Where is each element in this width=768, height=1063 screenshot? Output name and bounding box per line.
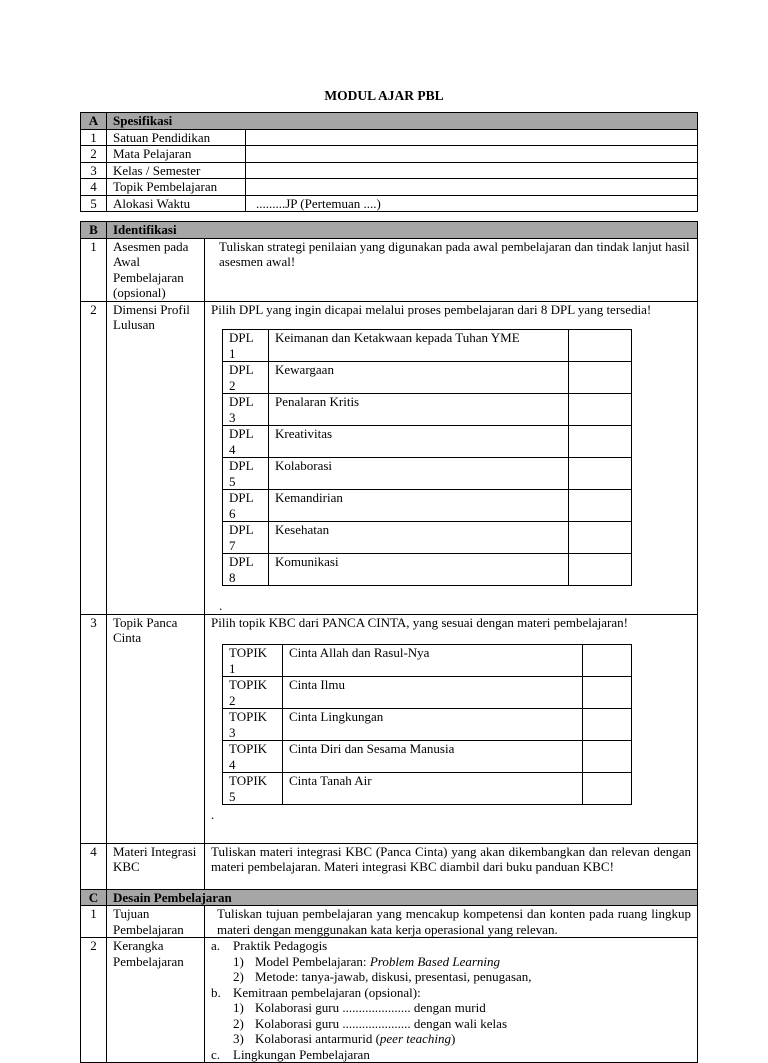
section-b-header	[81, 222, 698, 239]
dpl-item	[223, 458, 632, 490]
dpl-code: DPL 8	[223, 554, 269, 586]
row-value[interactable]	[246, 146, 698, 163]
list-text-tail: )	[451, 1031, 456, 1046]
list-marker: 1)	[233, 953, 244, 969]
row-instruction: Pilih DPL yang ingin dicapai melalui proses pembelajaran dari 8 DPL yang tersedia!	[211, 301, 652, 317]
topik-code: TOPIK 2	[223, 677, 283, 709]
dpl-checkbox[interactable]	[569, 330, 632, 362]
section-heading: Identifikasi	[107, 222, 698, 239]
row-label: Asesmen pada Awal Pembelajaran (opsional)	[107, 238, 205, 301]
list-marker: a.	[211, 938, 221, 953]
dpl-name: Keimanan dan Ketakwaan kepada Tuhan YME	[269, 330, 569, 362]
topik-table	[222, 644, 632, 805]
dpl-item	[223, 362, 632, 394]
list-text: Kemitraan pembelajaran (opsional):	[233, 984, 421, 1000]
list-text-emphasis: peer teaching	[379, 1031, 452, 1046]
row-instruction: Tuliskan tujuan pembelajaran yang mencakup kompetensi dan konten pada ruang lingkup materi dengan menggunakan kata kerja operasional yang relevan.	[205, 906, 698, 938]
topik-checkbox[interactable]	[583, 773, 632, 805]
row-label: Satuan Pendidikan	[107, 129, 246, 146]
row-value[interactable]	[246, 129, 698, 146]
row-number: 5	[81, 195, 107, 212]
list-text-emphasis: Problem Based Learning	[369, 953, 501, 969]
dpl-row	[81, 301, 698, 614]
topik-item	[223, 677, 632, 709]
dpl-table	[222, 329, 632, 586]
dpl-cell	[205, 301, 698, 614]
row-instruction: Tuliskan strategi penilaian yang digunakan pada awal pembelajaran dan tindak lanjut hasil asesmen awal!	[205, 238, 698, 301]
dpl-checkbox[interactable]	[569, 458, 632, 490]
section-letter: C	[81, 889, 107, 906]
asesmen-row	[81, 238, 698, 301]
topik-checkbox[interactable]	[583, 677, 632, 709]
list-item	[211, 1031, 691, 1047]
row-number: 4	[81, 843, 107, 889]
dpl-code: DPL 1	[223, 330, 269, 362]
section-heading: Desain Pembelajaran	[107, 889, 698, 906]
dpl-code: DPL 5	[223, 458, 269, 490]
list-item	[211, 1047, 691, 1063]
list-item	[211, 985, 691, 1001]
dpl-checkbox[interactable]	[569, 426, 632, 458]
kerangka-cell	[205, 938, 698, 1063]
section-heading: Spesifikasi	[107, 113, 698, 130]
row-number: 4	[81, 179, 107, 196]
kerangka-row	[81, 938, 698, 1063]
topik-item	[223, 709, 632, 741]
list-marker: b.	[211, 984, 221, 1000]
row-label: Mata Pelajaran	[107, 146, 246, 163]
row-value[interactable]	[246, 179, 698, 196]
row-label: Topik Pembelajaran	[107, 179, 246, 196]
dpl-code: DPL 2	[223, 362, 269, 394]
dpl-name: Kewargaan	[269, 362, 569, 394]
list-text: Metode: tanya-jawab, diskusi, presentasi, penugasan,	[255, 969, 532, 984]
table-row	[81, 179, 698, 196]
section-c-header	[81, 889, 698, 906]
row-number: 2	[81, 938, 107, 1063]
dpl-checkbox[interactable]	[569, 362, 632, 394]
dpl-name: Kreativitas	[269, 426, 569, 458]
list-item	[211, 1016, 691, 1032]
list-text: Model Pembelajaran:	[255, 953, 370, 969]
topik-code: TOPIK 5	[223, 773, 283, 805]
list-item	[211, 954, 691, 970]
list-text: Kolaborasi antarmurid (	[255, 1031, 380, 1046]
table-row	[81, 129, 698, 146]
dpl-item	[223, 394, 632, 426]
section-bc-table	[80, 221, 698, 1063]
list-marker: 2)	[233, 969, 244, 984]
row-label: Kerangka Pembelajaran	[107, 938, 205, 1063]
row-value[interactable]: .........JP (Pertemuan ....)	[246, 195, 698, 212]
row-value[interactable]	[246, 162, 698, 179]
document-title: MODUL AJAR PBL	[324, 88, 444, 103]
row-number: 1	[81, 238, 107, 301]
section-a-table	[80, 112, 698, 212]
table-row	[81, 146, 698, 163]
dpl-item	[223, 490, 632, 522]
topik-name: Cinta Diri dan Sesama Manusia	[283, 741, 583, 773]
topik-name: Cinta Lingkungan	[283, 709, 583, 741]
dpl-item	[223, 330, 632, 362]
list-text: Kolaborasi guru ..................... dengan wali kelas	[255, 1015, 508, 1031]
trailing-dot: .	[219, 598, 223, 613]
row-number: 2	[81, 301, 107, 614]
topik-name: Cinta Tanah Air	[283, 773, 583, 805]
list-text: Kolaborasi guru ..................... dengan murid	[255, 1000, 486, 1015]
dpl-checkbox[interactable]	[569, 522, 632, 554]
topik-checkbox[interactable]	[583, 741, 632, 773]
dpl-item	[223, 522, 632, 554]
row-number: 3	[81, 162, 107, 179]
topik-code: TOPIK 4	[223, 741, 283, 773]
dpl-name: Kemandirian	[269, 490, 569, 522]
list-marker: 2)	[233, 1015, 244, 1031]
topik-cell	[205, 614, 698, 843]
list-text: Lingkungan Pembelajaran	[233, 1046, 370, 1062]
topik-checkbox[interactable]	[583, 645, 632, 677]
topik-name: Cinta Allah dan Rasul-Nya	[283, 645, 583, 677]
row-label: Alokasi Waktu	[107, 195, 246, 212]
row-label: Topik Panca Cinta	[107, 614, 205, 843]
list-item	[211, 969, 691, 985]
topik-code: TOPIK 1	[223, 645, 283, 677]
section-a-header	[81, 113, 698, 130]
row-number: 1	[81, 906, 107, 938]
topik-name: Cinta Ilmu	[283, 677, 583, 709]
dpl-name: Kolaborasi	[269, 458, 569, 490]
row-label: Dimensi Profil Lulusan	[107, 301, 205, 614]
dpl-name: Penalaran Kritis	[269, 394, 569, 426]
topik-row	[81, 614, 698, 843]
dpl-code: DPL 7	[223, 522, 269, 554]
row-label: Kelas / Semester	[107, 162, 246, 179]
dpl-item	[223, 426, 632, 458]
dpl-checkbox[interactable]	[569, 554, 632, 586]
topik-code: TOPIK 3	[223, 709, 283, 741]
trailing-dot: .	[211, 807, 215, 822]
dpl-code: DPL 4	[223, 426, 269, 458]
list-item	[211, 938, 691, 954]
topik-checkbox[interactable]	[583, 709, 632, 741]
topik-item	[223, 645, 632, 677]
dpl-checkbox[interactable]	[569, 490, 632, 522]
list-marker: 1)	[233, 1000, 244, 1015]
row-label: Materi Integrasi KBC	[107, 843, 205, 889]
topik-item	[223, 773, 632, 805]
dpl-checkbox[interactable]	[569, 394, 632, 426]
section-letter: B	[81, 222, 107, 239]
list-marker: 3)	[233, 1031, 244, 1046]
list-item	[211, 1000, 691, 1016]
dpl-code: DPL 6	[223, 490, 269, 522]
row-instruction: Pilih topik KBC dari PANCA CINTA, yang sesuai dengan materi pembelajaran!	[211, 614, 628, 630]
materi-row	[81, 843, 698, 889]
tujuan-row	[81, 906, 698, 938]
dpl-name: Kesehatan	[269, 522, 569, 554]
section-letter: A	[81, 113, 107, 130]
list-marker: c.	[211, 1046, 221, 1062]
dpl-name: Komunikasi	[269, 554, 569, 586]
row-number: 3	[81, 614, 107, 843]
dpl-item	[223, 554, 632, 586]
table-row	[81, 195, 698, 212]
row-number: 2	[81, 146, 107, 163]
dpl-code: DPL 3	[223, 394, 269, 426]
topik-item	[223, 741, 632, 773]
row-label: Tujuan Pembelajaran	[107, 906, 205, 938]
row-number: 1	[81, 129, 107, 146]
list-text: Praktik Pedagogis	[233, 938, 328, 953]
table-row	[81, 162, 698, 179]
row-instruction: Tuliskan materi integrasi KBC (Panca Cinta) yang akan dikembangkan dan relevan dengan materi pembelajaran. Materi integrasi KBC diambil dari buku panduan KBC!	[205, 843, 698, 889]
